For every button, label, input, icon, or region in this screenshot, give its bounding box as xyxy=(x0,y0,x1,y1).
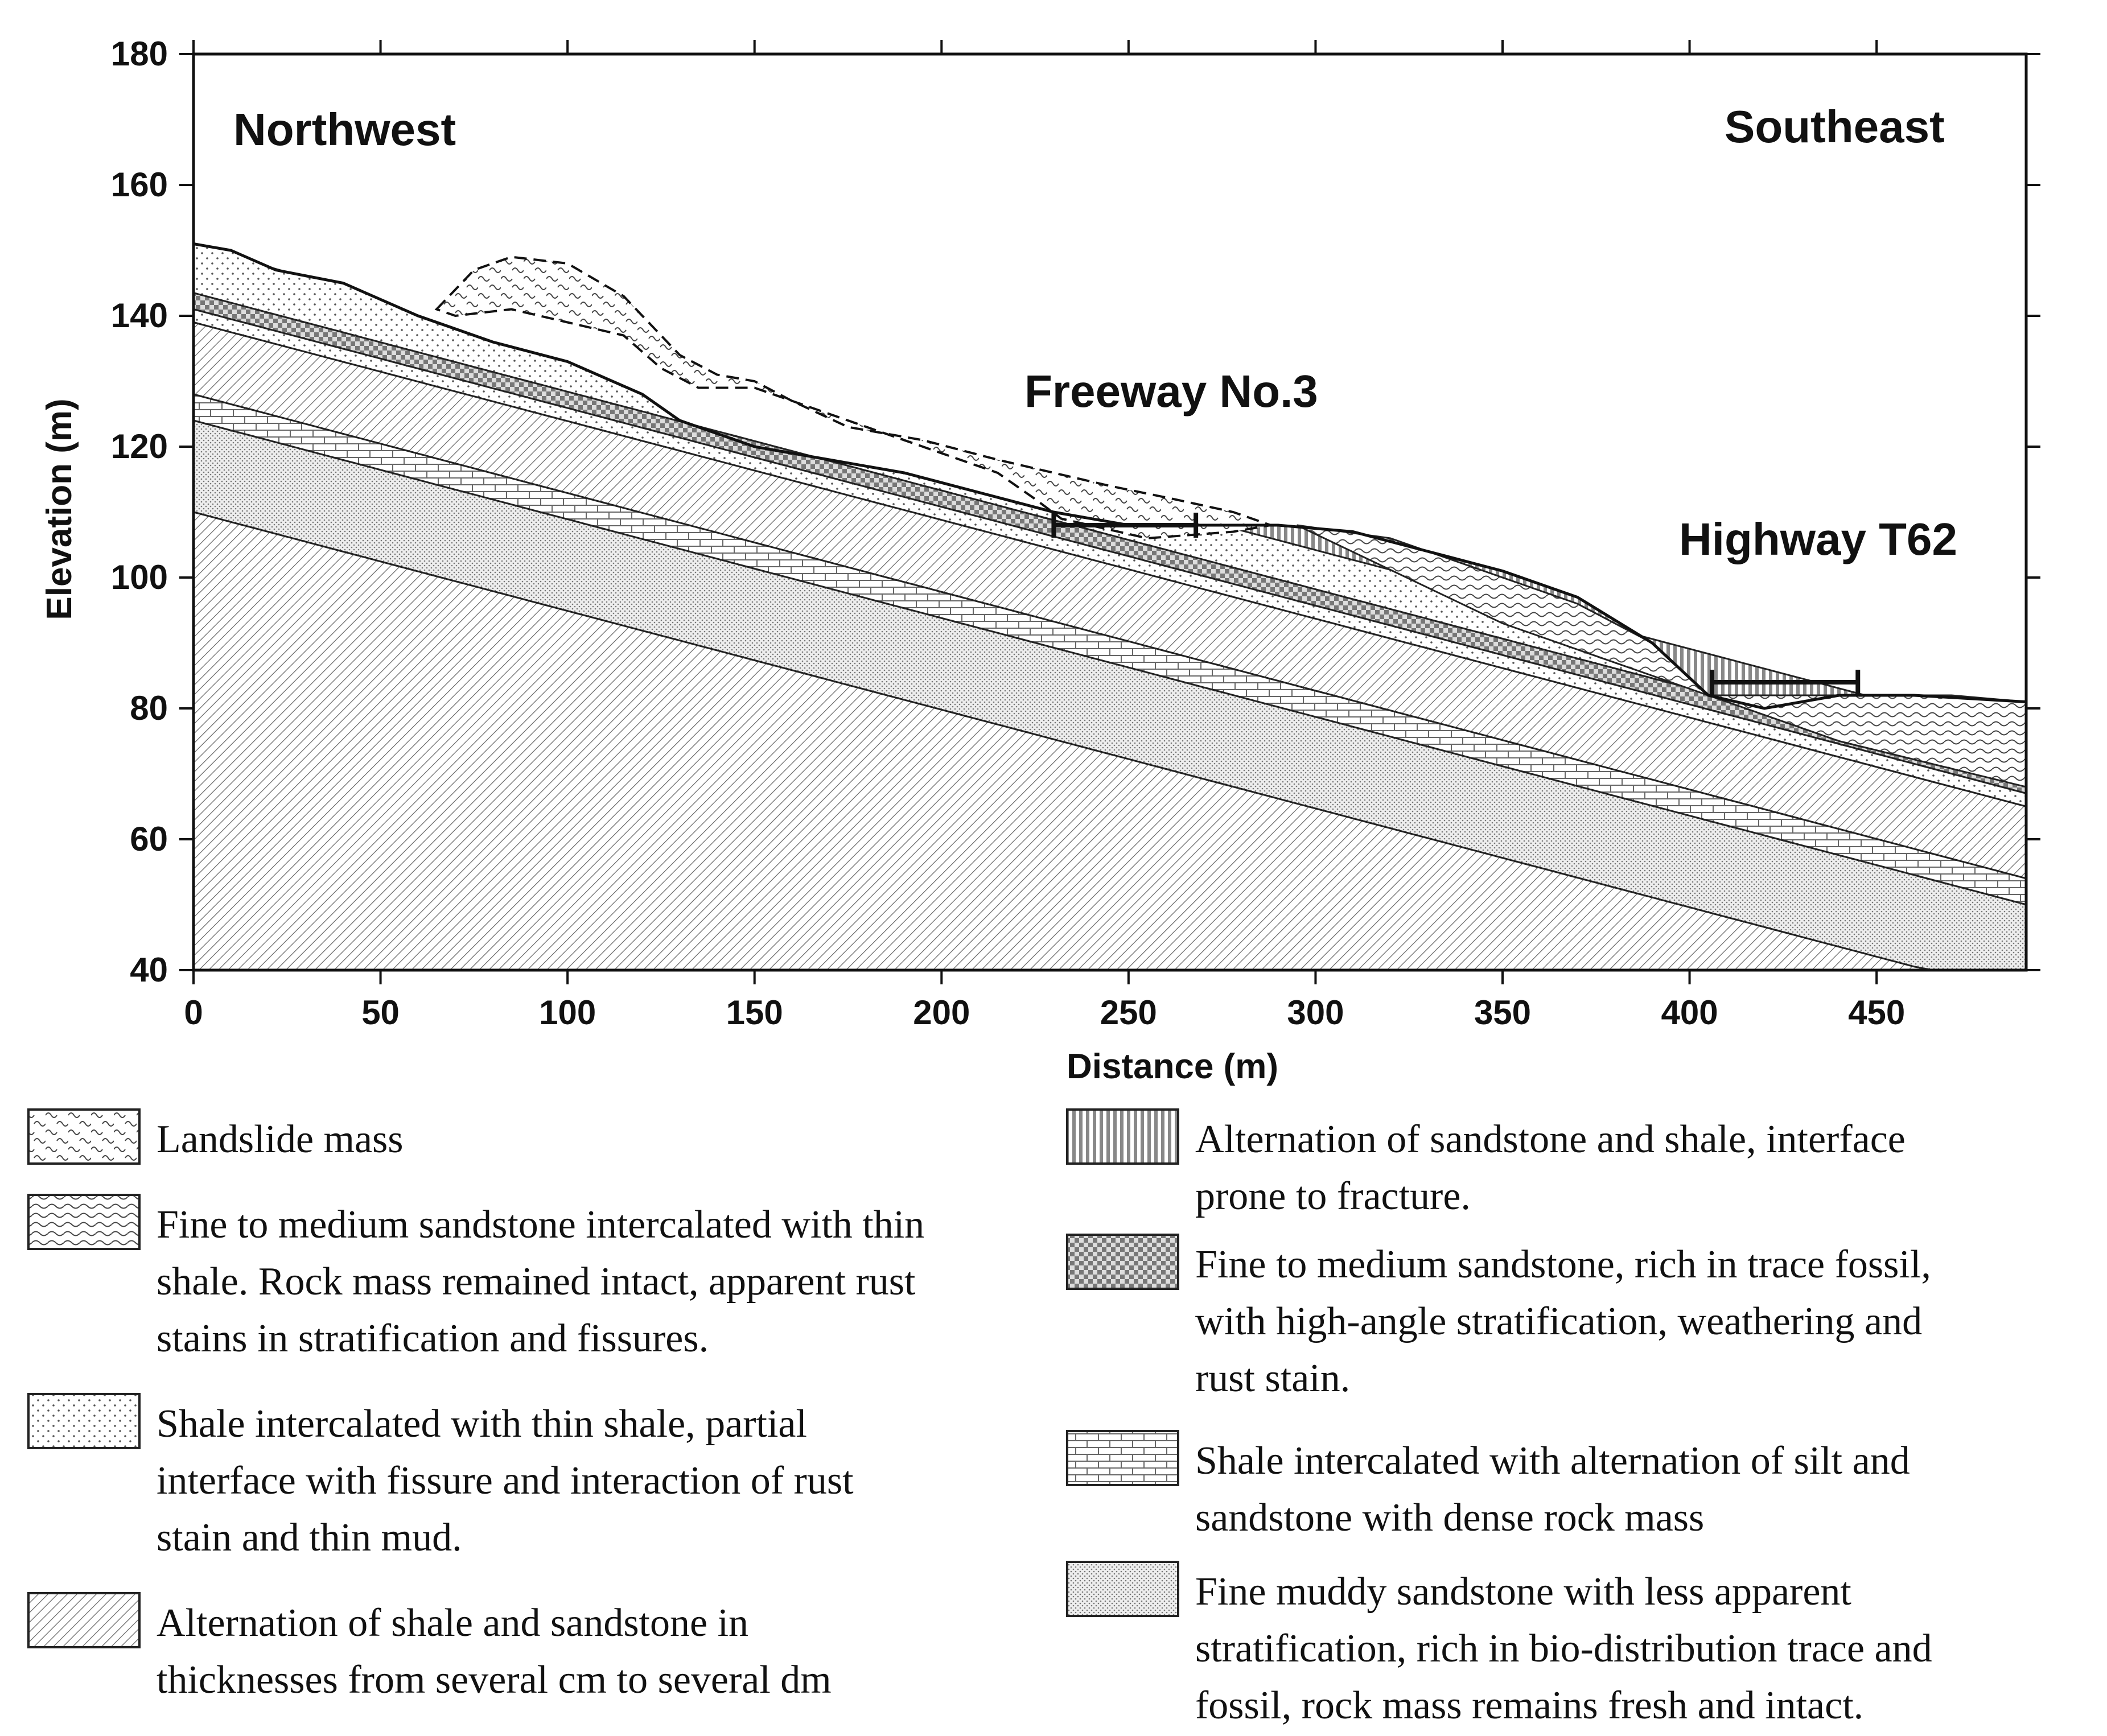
y-tick-label: 40 xyxy=(130,951,168,989)
legend-text-line: Shale intercalated with thin shale, partial xyxy=(157,1402,807,1446)
legend-text-line: Fine to medium sandstone intercalated with thin xyxy=(157,1203,925,1247)
y-axis-label: Elevation (m) xyxy=(40,398,79,620)
legend-item-brick xyxy=(1067,1431,1910,1540)
legend-text-line: stain and thin mud. xyxy=(157,1516,462,1560)
y-tick-label: 140 xyxy=(110,296,168,335)
legend-text-line: Alternation of sandstone and shale, interface xyxy=(1195,1118,1906,1161)
legend-item-dots xyxy=(28,1394,854,1560)
legend-text-line: with high-angle stratification, weathering and xyxy=(1195,1300,1923,1343)
legend-text-line: Fine to medium sandstone, rich in trace fossil, xyxy=(1195,1243,1931,1286)
legend-item-checker xyxy=(1067,1235,1931,1400)
x-axis-label: Distance (m) xyxy=(1066,1047,1279,1086)
y-tick-label: 160 xyxy=(110,166,168,204)
y-tick-label: 100 xyxy=(110,558,168,596)
freeway-label: Freeway No.3 xyxy=(1024,366,1318,417)
x-tick-label: 200 xyxy=(913,993,970,1032)
x-tick-label: 350 xyxy=(1474,993,1532,1032)
southeast-label: Southeast xyxy=(1725,101,1945,152)
y-tick-label: 180 xyxy=(110,35,168,73)
legend-item-finedots xyxy=(1067,1562,1932,1727)
highway-label: Highway T62 xyxy=(1679,514,1958,564)
x-tick-label: 450 xyxy=(1848,993,1906,1032)
y-tick-label: 120 xyxy=(110,427,168,465)
legend-text-line: interface with fissure and interaction of rust xyxy=(157,1459,854,1503)
legend-text-line: rust stain. xyxy=(1195,1356,1351,1400)
legend-text-line: thicknesses from several cm to several dm xyxy=(157,1658,832,1702)
northwest-label: Northwest xyxy=(233,104,456,155)
legend-item-vertical xyxy=(1067,1110,1906,1218)
y-tick-label: 60 xyxy=(130,820,168,858)
x-tick-label: 150 xyxy=(726,993,783,1032)
legend-text-line: Fine muddy sandstone with less apparent xyxy=(1195,1570,1851,1614)
x-tick-label: 50 xyxy=(361,993,400,1032)
legend-item-wavy xyxy=(28,1195,924,1360)
legend-text-line: stratification, rich in bio-distribution trace and xyxy=(1195,1627,1932,1671)
legend-swatch-wavy xyxy=(28,1195,139,1249)
x-tick-label: 0 xyxy=(184,993,203,1032)
legend-text-line: fossil, rock mass remains fresh and intact. xyxy=(1195,1684,1864,1727)
x-tick-label: 300 xyxy=(1287,993,1344,1032)
legend-swatch-landslide xyxy=(28,1110,139,1164)
x-tick-label: 400 xyxy=(1661,993,1718,1032)
x-tick-label: 250 xyxy=(1100,993,1157,1032)
legend-swatch-brick xyxy=(1067,1431,1178,1485)
legend-text-line: stains in stratification and fissures. xyxy=(157,1317,709,1360)
y-tick-label: 80 xyxy=(130,689,168,727)
legend-text-line: Alternation of shale and sandstone in xyxy=(157,1601,749,1645)
legend-text-line: Shale intercalated with alternation of silt and xyxy=(1195,1439,1910,1483)
x-tick-label: 100 xyxy=(539,993,596,1032)
strata-layers xyxy=(194,244,2026,971)
legend-swatch-vertical xyxy=(1067,1110,1178,1164)
legend-swatch-checker xyxy=(1067,1235,1178,1289)
legend-text-line: Landslide mass xyxy=(157,1118,404,1161)
legend-swatch-finedots xyxy=(1067,1562,1178,1616)
legend-text-line: prone to fracture. xyxy=(1195,1174,1471,1218)
legend-swatch-diagonal xyxy=(28,1593,139,1647)
legend-swatch-dots xyxy=(28,1394,139,1448)
legend-item-diagonal xyxy=(28,1593,832,1702)
legend-item-landslide xyxy=(28,1110,404,1164)
legend xyxy=(28,1110,1932,1727)
legend-text-line: shale. Rock mass remained intact, apparent rust xyxy=(157,1260,916,1304)
legend-text-line: sandstone with dense rock mass xyxy=(1195,1496,1705,1540)
